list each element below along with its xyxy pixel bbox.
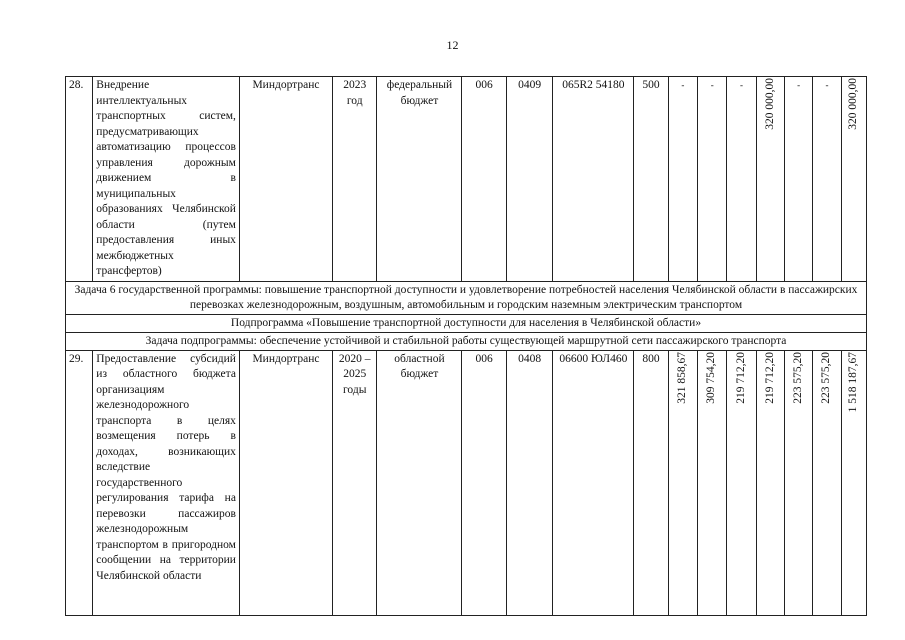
subprogram-task-heading: Задача подпрограммы: обеспечение устойчивой и стабильной работы существующей маршрутной сети пассажирского транспорта [66, 332, 867, 350]
value-2023: 219 712,20 [756, 350, 784, 615]
measure-name: Внедрение интеллектуальных транспортных систем, предусматривающих автоматизацию процессов управления дорожным движением в муниципальных образованиях Челябинской области (путем предоставления иных межбюджетных трансфертов) [93, 77, 240, 282]
value-total: 1 518 187,67 [841, 350, 866, 615]
subprogram-heading: Подпрограмма «Повышение транспортной доступности для населения в Челябинской области» [66, 314, 867, 332]
task-6-heading: Задача 6 государственной программы: повышение транспортной доступности и удовлетворение потребностей населения Челябинской области в пассажирских перевозках железнодорожным, воздушным, автомобильным и городским наземным электрическим транспортом [66, 281, 867, 314]
funding-source: областной бюджет [377, 350, 462, 615]
value-2023: 320 000,00 [756, 77, 784, 282]
value-total: 320 000,00 [841, 77, 866, 282]
code-expense-type: 800 [634, 350, 668, 615]
code-target: 065R2 54180 [553, 77, 634, 282]
table-row-28 [66, 77, 867, 282]
subtask-row [66, 332, 867, 350]
value-2021: - [698, 77, 727, 282]
funding-source: федеральный бюджет [377, 77, 462, 282]
code-expense-type: 500 [634, 77, 668, 282]
code-target: 06600 ЮЛ460 [553, 350, 634, 615]
executor: Миндортранс [239, 77, 332, 282]
value-2025: - [813, 77, 841, 282]
table-row-29 [66, 350, 867, 615]
value-2025: 223 575,20 [813, 350, 841, 615]
executor: Миндортранс [239, 350, 332, 615]
period: 2020 – 2025 годы [332, 350, 377, 615]
page-number: 12 [446, 38, 459, 52]
subprogram-row [66, 314, 867, 332]
value-2024: - [785, 77, 813, 282]
value-2022: - [727, 77, 756, 282]
period: 2023 год [332, 77, 377, 282]
value-2021: 309 754,20 [698, 350, 727, 615]
value-2024: 223 575,20 [785, 350, 813, 615]
code-ministry: 006 [462, 77, 507, 282]
program-table [65, 76, 867, 616]
row-number: 28. [66, 77, 93, 282]
code-ministry: 006 [462, 350, 507, 615]
code-section: 0409 [506, 77, 553, 282]
value-2020: - [668, 77, 697, 282]
value-2020: 321 858,67 [668, 350, 697, 615]
row-number: 29. [66, 350, 93, 615]
task-row [66, 281, 867, 314]
measure-name: Предоставление субсидий из областного бюджета организациям железнодорожного транспорта в целях возмещения потерь в доходах, возникающих вследствие государственного регулирования тарифа на перевозки пассажиров железнодорожным транспортом в пригородном сообщении на территории Челябинской области [93, 350, 240, 615]
value-2022: 219 712,20 [727, 350, 756, 615]
code-section: 0408 [506, 350, 553, 615]
